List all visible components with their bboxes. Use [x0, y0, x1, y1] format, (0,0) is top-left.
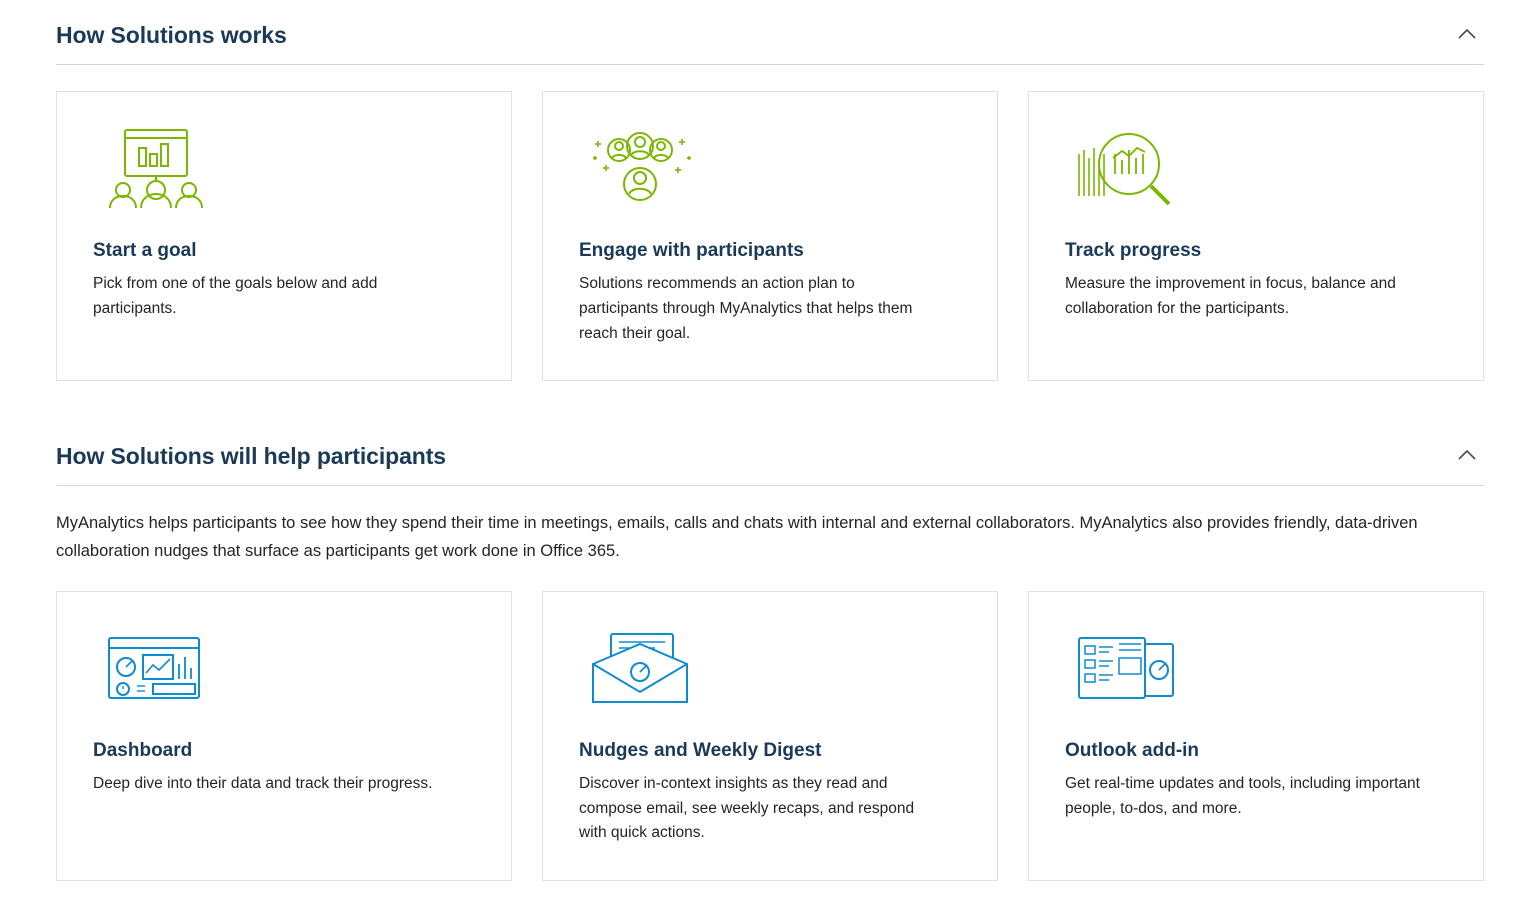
card-title: Dashboard	[93, 739, 193, 761]
envelope-insight-icon	[579, 622, 961, 714]
dashboard-icon	[93, 622, 475, 714]
section-how-solutions-will-help-participants	[56, 439, 1484, 881]
card-nudges-and-weekly-digest[interactable]	[542, 591, 998, 881]
card-track-progress[interactable]	[1028, 91, 1484, 381]
card-list	[56, 591, 1484, 881]
section-header	[56, 18, 1484, 65]
card-engage-with-participants[interactable]	[542, 91, 998, 381]
card-title: Track progress	[1065, 240, 1202, 261]
card-start-a-goal[interactable]	[56, 91, 512, 381]
card-description: Pick from one of the goals below and add participants.	[93, 275, 378, 317]
card-title: Start a goal	[93, 240, 197, 261]
card-title: Outlook add-in	[1065, 739, 1200, 761]
magnifier-chart-icon	[1065, 122, 1447, 214]
page-title: How Solutions works	[56, 21, 287, 48]
card-list	[56, 91, 1484, 381]
card-title: Nudges and Weekly Digest	[579, 739, 822, 761]
card-description: Measure the improvement in focus, balance and collaboration for the participants.	[1065, 275, 1396, 317]
people-group-icon	[579, 122, 961, 214]
section-title: How Solutions will help participants	[56, 442, 446, 469]
card-description: Solutions recommends an action plan to participants through MyAnalytics that helps them reach their goal.	[579, 275, 913, 342]
section-intro-text: MyAnalytics helps participants to see how they spend their time in meetings, emails, calls and chats with internal and external collaborators. MyAnalytics also provides friendly, data-driven collaboration nudges that surface as participants get work done in Office 365.	[56, 514, 1418, 560]
presentation-audience-icon	[93, 122, 475, 214]
card-description: Discover in-context insights as they read and compose email, see weekly recaps, and respond with quick actions.	[579, 774, 915, 842]
card-description: Deep dive into their data and track their progress.	[93, 774, 433, 792]
card-outlook-add-in[interactable]	[1028, 591, 1484, 881]
outlook-addin-icon	[1065, 622, 1447, 714]
section-spacer	[56, 387, 1484, 439]
card-title: Engage with participants	[579, 240, 804, 261]
card-dashboard[interactable]	[56, 591, 512, 881]
card-description: Get real-time updates and tools, including important people, to-dos, and more.	[1065, 774, 1420, 817]
section-header	[56, 439, 1484, 486]
section-how-solutions-works	[56, 18, 1484, 381]
chevron-up-icon[interactable]	[1450, 439, 1484, 473]
chevron-up-icon[interactable]	[1450, 18, 1484, 52]
